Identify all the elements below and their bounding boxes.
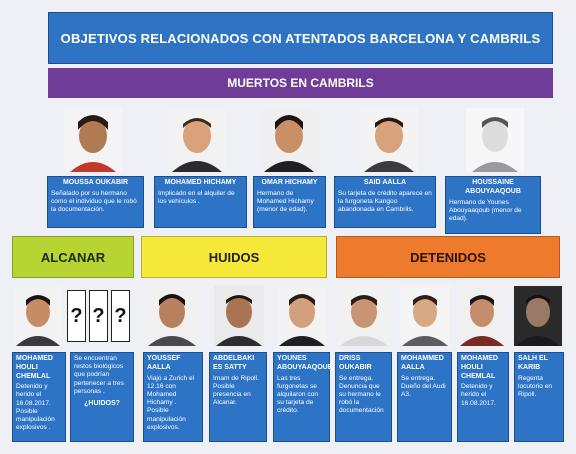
profile-card xyxy=(334,176,436,228)
profile-card xyxy=(253,176,326,228)
profile-name: SALH EL KARIB xyxy=(518,355,548,371)
category-alcanar: ALCANAR xyxy=(12,236,134,278)
profile-card xyxy=(47,176,144,228)
profile-name: SAID AALLA xyxy=(363,179,407,186)
unknown-person-placeholder: ? xyxy=(67,290,86,342)
portrait-photo xyxy=(400,286,450,346)
profile-description: Se entrega. Denuncia que su hermano le robó la documentación xyxy=(339,374,384,415)
section-subtitle: MUERTOS EN CAMBRILS xyxy=(48,68,553,98)
profile-card xyxy=(12,352,66,442)
profile-name: HOUSSAINE ABOUYAAQOUB xyxy=(465,179,521,195)
unknown-person-placeholder: ? xyxy=(89,290,108,342)
profile-name: OMAR HICHAMY xyxy=(261,179,318,186)
profile-name: MOHAMED HICHAMY xyxy=(164,179,237,186)
portrait-photo xyxy=(64,108,122,172)
portrait-photo xyxy=(260,108,318,172)
profile-card xyxy=(209,352,267,442)
portrait-photo xyxy=(514,286,562,346)
portrait-photo xyxy=(14,286,62,346)
profile-card xyxy=(143,352,203,442)
unknown-person-placeholder: ? xyxy=(111,290,130,342)
portrait-photo xyxy=(214,286,264,346)
portrait-photo xyxy=(466,108,524,172)
profile-description: Detenido y herido el 16.08.2017. xyxy=(461,383,496,407)
profile-description: Se entrega. Dueño del Audi A3. xyxy=(401,374,446,398)
profile-name: YOUNES ABOUYAAQOUB xyxy=(277,355,333,371)
portrait-photo xyxy=(338,286,390,346)
profile-card xyxy=(445,176,541,234)
profile-card xyxy=(154,176,247,228)
profile-name: YOUSSEF AALLA xyxy=(147,355,181,371)
profile-name: MOHAMED HOULI CHEMLAL xyxy=(461,355,498,380)
portrait-photo xyxy=(458,286,506,346)
profile-description: Señalado por su hermano como el individuo que le robó la documentación. xyxy=(51,189,137,214)
profile-description: Su tarjeta de crédito aparece en la furgoneta Kangoo abandonada en Cambrils. xyxy=(338,189,432,214)
profile-description: Hermano de Younes Abouyaaqoub (menor de edad). xyxy=(449,198,522,222)
profile-description: Regenta locutorio en Ripoll. xyxy=(518,374,553,398)
profile-name: MOHAMMED AALLA xyxy=(401,355,444,371)
profile-description: Se encuentran restos biológicos que podrían pertenecer a tres personas . xyxy=(74,355,124,395)
profile-card xyxy=(273,352,333,442)
profile-description: Implicado en el alquiler de los vehículos . xyxy=(158,189,235,205)
profile-description: Viajó a Zurich el 12.16 con Mohamed Hichamy . Posible manipulación explosivos. xyxy=(147,374,195,431)
portrait-photo xyxy=(168,108,226,172)
category-detenidos: DETENIDOS xyxy=(336,236,560,278)
profile-name: MOUSSA OUKABIR xyxy=(62,179,129,186)
profile-description: Detenido y herido el 16.08.2017. Posible manipulación explosivos . xyxy=(16,383,55,432)
profile-name: MOHAMED HOULI CHEMLAL xyxy=(16,355,53,380)
portrait-photo xyxy=(277,286,327,346)
profile-card xyxy=(70,352,134,442)
profile-card xyxy=(397,352,452,442)
portrait-photo xyxy=(146,286,198,346)
profile-card xyxy=(514,352,564,442)
huidos-question: ¿HUIDOS? xyxy=(84,400,120,408)
profile-name: DRISS OUKABIR xyxy=(339,355,372,371)
profile-name: ABDELBAKI ES SATTY xyxy=(213,355,255,371)
profile-description: Imam de Ripoll. Posible presencia en Alcanar. xyxy=(213,374,259,407)
profile-description: Hermano de Mohamed Hichamy (menor de edad). xyxy=(257,189,314,214)
profile-description: Las tres furgonetas se alquilaron con su tarjeta de crédito. xyxy=(277,374,319,415)
profile-card xyxy=(335,352,392,442)
category-huidos: HUIDOS xyxy=(141,236,327,278)
profile-card xyxy=(457,352,509,442)
page-title: OBJETIVOS RELACIONADOS CON ATENTADOS BARCELONA Y CAMBRILS xyxy=(48,12,553,64)
portrait-photo xyxy=(360,108,418,172)
